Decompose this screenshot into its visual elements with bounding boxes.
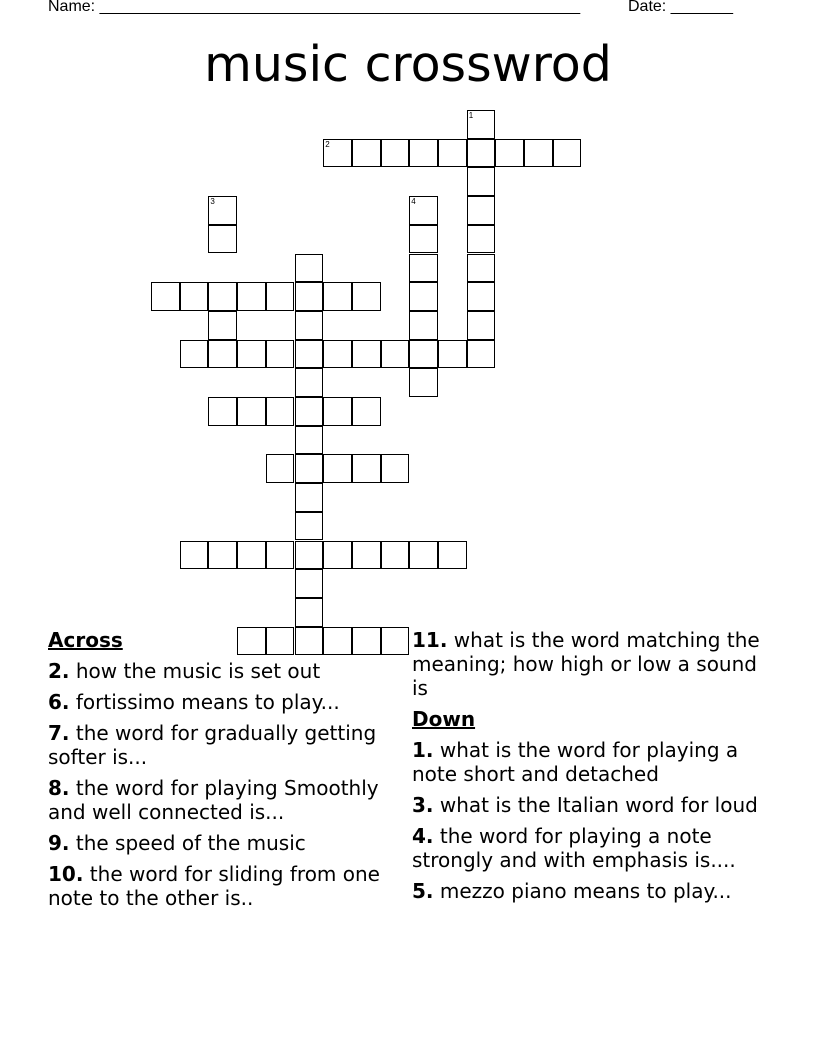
- crossword-cell[interactable]: [467, 110, 496, 139]
- clue-number: 2.: [48, 659, 70, 683]
- crossword-cell[interactable]: [295, 598, 324, 627]
- clue-down-4: [412, 824, 772, 872]
- crossword-cell[interactable]: [323, 397, 352, 426]
- clue-number-label: 4: [411, 197, 416, 207]
- crossword-cell[interactable]: [352, 282, 381, 311]
- crossword-cell[interactable]: [467, 340, 496, 369]
- crossword-cell[interactable]: [180, 541, 209, 570]
- crossword-cell[interactable]: [295, 311, 324, 340]
- crossword-cell[interactable]: [467, 225, 496, 254]
- crossword-cell[interactable]: [409, 225, 438, 254]
- crossword-cell[interactable]: [438, 340, 467, 369]
- crossword-cell[interactable]: [352, 397, 381, 426]
- crossword-cell[interactable]: [295, 397, 324, 426]
- clue-number: 11.: [412, 628, 448, 652]
- clue-across-11: [412, 628, 772, 700]
- crossword-cell[interactable]: [295, 541, 324, 570]
- crossword-cell[interactable]: [208, 311, 237, 340]
- crossword-cell[interactable]: [237, 541, 266, 570]
- crossword-cell[interactable]: [237, 282, 266, 311]
- clue-number: 3.: [412, 793, 434, 817]
- clue-text: how the music is set out: [69, 659, 321, 683]
- across-heading: Across: [48, 628, 123, 652]
- crossword-cell[interactable]: [352, 139, 381, 168]
- clue-number-label: 1: [468, 111, 474, 120]
- clue-text: the speed of the music: [69, 831, 306, 855]
- clue-across-2: [48, 659, 393, 683]
- crossword-cell[interactable]: [323, 454, 352, 483]
- clues-left-column: [48, 628, 393, 917]
- crossword-cell[interactable]: [381, 340, 410, 369]
- crossword-cell[interactable]: [381, 541, 410, 570]
- crossword-cell[interactable]: [180, 340, 209, 369]
- down-heading: Down: [412, 707, 476, 731]
- crossword-cell[interactable]: [295, 512, 324, 541]
- crossword-cell[interactable]: [266, 541, 295, 570]
- crossword-cell[interactable]: [295, 454, 324, 483]
- clue-text: the word for playing Smoothly and well connected is...: [48, 776, 379, 824]
- crossword-cell[interactable]: [352, 454, 381, 483]
- crossword-cell[interactable]: [208, 282, 237, 311]
- clue-number: 5.: [412, 879, 434, 903]
- crossword-cell[interactable]: [208, 541, 237, 570]
- clue-number-label: 3: [210, 197, 215, 207]
- name-field-label: Name: ______________________________________________________: [48, 0, 581, 15]
- crossword-cell[interactable]: [553, 139, 582, 168]
- crossword-cell[interactable]: [409, 368, 438, 397]
- crossword-cell[interactable]: [266, 340, 295, 369]
- clue-number: 1.: [412, 738, 434, 762]
- crossword-cell[interactable]: [467, 139, 496, 168]
- crossword-cell[interactable]: [467, 311, 496, 340]
- page-title: music crosswrod: [204, 36, 612, 93]
- crossword-cell[interactable]: [295, 483, 324, 512]
- crossword-cell[interactable]: [467, 167, 496, 196]
- crossword-cell[interactable]: [438, 139, 467, 168]
- clue-text: the word for sliding from one note to the other is..: [48, 862, 380, 910]
- clue-text: mezzo piano means to play...: [433, 879, 732, 903]
- clue-across-8: [48, 776, 393, 824]
- crossword-cell[interactable]: [409, 196, 438, 225]
- clue-down-3: [412, 793, 772, 817]
- crossword-cell[interactable]: [151, 282, 180, 311]
- crossword-cell[interactable]: [266, 282, 295, 311]
- clue-across-6: [48, 690, 393, 714]
- crossword-cell[interactable]: [295, 569, 324, 598]
- crossword-cell[interactable]: [295, 368, 324, 397]
- crossword-cell[interactable]: [208, 340, 237, 369]
- crossword-cell[interactable]: [295, 254, 324, 283]
- crossword-cell[interactable]: [381, 139, 410, 168]
- crossword-cell[interactable]: [266, 397, 295, 426]
- crossword-cell[interactable]: [208, 225, 237, 254]
- crossword-cell[interactable]: [208, 196, 237, 225]
- crossword-cell[interactable]: [352, 541, 381, 570]
- crossword-cell[interactable]: [323, 541, 352, 570]
- crossword-cell[interactable]: [323, 139, 352, 168]
- crossword-cell[interactable]: [409, 139, 438, 168]
- crossword-cell[interactable]: [409, 282, 438, 311]
- clue-number: 10.: [48, 862, 84, 886]
- crossword-cell[interactable]: [409, 311, 438, 340]
- clue-number: 8.: [48, 776, 70, 800]
- clue-across-7: [48, 721, 393, 769]
- clue-number-label: 2: [325, 139, 330, 149]
- clue-text: what is the Italian word for loud: [433, 793, 758, 817]
- crossword-cell[interactable]: [409, 541, 438, 570]
- clue-across-10: [48, 862, 393, 910]
- clues-right-column: [412, 628, 772, 910]
- clue-number: 9.: [48, 831, 70, 855]
- clue-down-1: [412, 738, 772, 786]
- crossword-cell[interactable]: [208, 397, 237, 426]
- clue-text: what is the word matching the meaning; how high or low a sound is: [412, 628, 760, 700]
- crossword-cell[interactable]: [409, 254, 438, 283]
- clue-text: what is the word for playing a note short and detached: [412, 738, 739, 786]
- crossword-cell[interactable]: [524, 139, 553, 168]
- crossword-cell[interactable]: [237, 340, 266, 369]
- crossword-cell[interactable]: [467, 282, 496, 311]
- crossword-cell[interactable]: [237, 397, 266, 426]
- crossword-cell[interactable]: [180, 282, 209, 311]
- crossword-cell[interactable]: [438, 541, 467, 570]
- date-field-label: Date: _______: [628, 0, 733, 15]
- crossword-cell[interactable]: [467, 254, 496, 283]
- crossword-cell[interactable]: [266, 454, 295, 483]
- crossword-cell[interactable]: [467, 196, 496, 225]
- crossword-cell[interactable]: [323, 282, 352, 311]
- clue-number: 4.: [412, 824, 434, 848]
- crossword-cell[interactable]: [495, 139, 524, 168]
- clue-down-5: [412, 879, 772, 903]
- clue-number: 6.: [48, 690, 70, 714]
- crossword-cell[interactable]: [323, 340, 352, 369]
- crossword-cell[interactable]: [352, 340, 381, 369]
- clue-text: the word for playing a note strongly and with emphasis is....: [412, 824, 736, 872]
- clue-across-9: [48, 831, 393, 855]
- clue-text: the word for gradually getting softer is...: [48, 721, 377, 769]
- crossword-cell[interactable]: [295, 340, 324, 369]
- clue-text: fortissimo means to play...: [69, 690, 340, 714]
- crossword-cell[interactable]: [295, 426, 324, 455]
- crossword-cell[interactable]: [381, 454, 410, 483]
- crossword-cell[interactable]: [409, 340, 438, 369]
- clue-number: 7.: [48, 721, 70, 745]
- crossword-cell[interactable]: [295, 282, 324, 311]
